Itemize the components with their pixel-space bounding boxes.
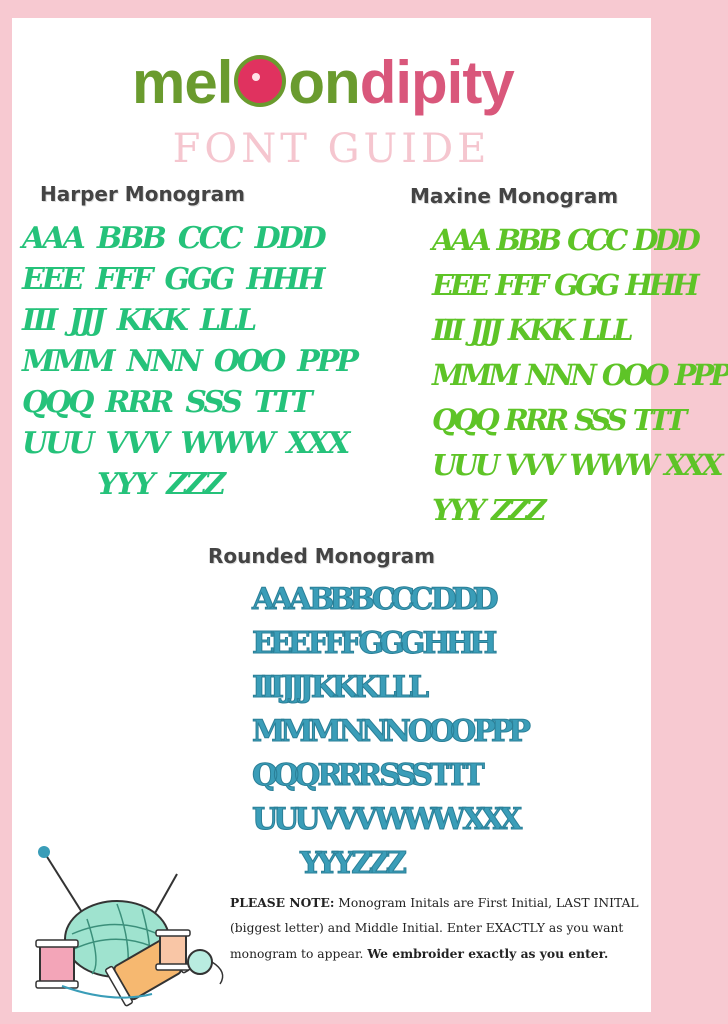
harper-sample [22,218,356,505]
maxine-letter-group: TTT [632,403,684,437]
rounded-letter-group: TTT [429,758,480,793]
harper-letter-group: FFF [95,262,151,297]
maxine-sample [432,218,728,533]
maxine-letter-group: NNN [525,358,593,392]
rounded-letter-group: QQQ [252,758,316,793]
harper-row [22,218,324,259]
rounded-letter-group: WWW [374,802,461,837]
maxine-letter-group: UUU [432,448,496,482]
maxine-letter-group: YYY [432,493,483,527]
rounded-letter-group: HHH [422,626,493,661]
rounded-letter-group: EEE [252,626,306,661]
harper-letter-group: UUU [22,426,92,461]
rounded-letter-group: XXX [462,802,518,837]
rounded-row [252,710,526,754]
rounded-letter-group: III [252,670,280,705]
rounded-row [252,754,480,798]
maxine-row [432,488,632,533]
maxine-row [432,443,720,488]
sewing-supplies-icon [32,844,232,1014]
rounded-letter-group: OOO [407,714,472,749]
harper-row [22,382,312,423]
rounded-row [252,622,493,666]
harper-row [22,464,312,505]
maxine-letter-group: BBB [496,223,559,257]
rounded-letter-group: YYY [300,846,350,881]
maxine-row [432,398,684,443]
rounded-letter-group: NNN [338,714,406,749]
harper-letter-group: HHH [246,262,323,297]
logo-text-mel: mel [132,49,233,116]
maxine-letter-group: JJJ [469,313,499,347]
rounded-letter-group: LLL [375,670,425,705]
harper-letter-group: RRR [105,385,172,420]
harper-row [22,300,312,341]
harper-heading: Harper Monogram [40,182,245,206]
harper-letter-group: III [22,303,56,338]
harper-letter-group: SSS [185,385,240,420]
page-title: FONT GUIDE [172,126,491,172]
maxine-letter-group: CCC [567,223,625,257]
rounded-row [252,842,452,886]
rounded-letter-group: FFF [307,626,357,661]
harper-letter-group: CCC [177,221,241,256]
harper-letter-group: YYY [97,467,153,502]
melondipity-logo [132,44,552,122]
rounded-letter-group: VVV [317,802,373,837]
maxine-letter-group: ZZZ [491,493,543,527]
rounded-letter-group: UUU [252,802,316,837]
maxine-letter-group: VVV [504,448,561,482]
rounded-letter-group: SSS [379,758,428,793]
harper-letter-group: QQQ [22,385,92,420]
harper-letter-group: XXX [286,426,348,461]
harper-letter-group: TTT [253,385,310,420]
watermelon-icon [234,55,286,107]
maxine-letter-group: OOO [601,358,666,392]
rounded-letter-group: KKK [310,670,374,705]
maxine-letter-group: KKK [507,313,572,347]
maxine-heading: Maxine Monogram [410,184,619,208]
harper-letter-group: WWW [180,426,273,461]
embroidery-note [230,890,650,967]
harper-letter-group: KKK [116,303,186,338]
maxine-letter-group: FFF [495,268,546,302]
rounded-letter-group: RRR [317,758,378,793]
rounded-letter-group: GGG [358,626,421,661]
harper-letter-group: VVV [105,426,167,461]
logo-text-dipity: dipity [359,49,514,116]
rounded-letter-group: PPP [473,714,526,749]
harper-letter-group: PPP [297,344,356,379]
logo-text-on: on [288,49,360,116]
maxine-letter-group: GGG [554,268,617,302]
harper-row [22,341,356,382]
note-emphasis: We embroider exactly as you enter. [367,946,609,961]
maxine-letter-group: EEE [432,268,487,302]
rounded-letter-group: JJJ [281,670,309,705]
harper-letter-group: JJJ [69,303,103,338]
harper-letter-group: GGG [164,262,233,297]
harper-letter-group: BBB [96,221,164,256]
harper-letter-group: OOO [213,344,284,379]
harper-letter-group: AAA [22,221,83,256]
maxine-row [432,353,728,398]
rounded-row [252,578,494,622]
rounded-letter-group: BBB [308,582,370,617]
rounded-sample [252,578,526,886]
harper-letter-group: MMM [22,344,113,379]
note-label: PLEASE NOTE: [230,895,335,910]
maxine-row [432,263,696,308]
maxine-letter-group: III [432,313,461,347]
rounded-heading: Rounded Monogram [208,544,435,568]
harper-letter-group: ZZZ [166,467,223,502]
rounded-letter-group: AAA [252,582,307,617]
maxine-letter-group: PPP [674,358,728,392]
rounded-row [252,798,518,842]
maxine-row [432,308,632,353]
harper-letter-group: NNN [126,344,200,379]
maxine-letter-group: QQQ [432,403,496,437]
rounded-letter-group: ZZZ [351,846,402,881]
harper-row [22,259,323,300]
harper-letter-group: EEE [22,262,82,297]
maxine-letter-group: XXX [664,448,720,482]
maxine-letter-group: AAA [432,223,488,257]
maxine-letter-group: HHH [625,268,696,302]
rounded-letter-group: CCC [371,582,429,617]
note-text: Monogram Initals are First Initial, LAST INITAL (biggest letter) and Middle Initial. Enter EXACTLY as you want monogram to appear. [230,896,639,961]
maxine-letter-group: MMM [432,358,517,392]
rounded-letter-group: MMM [252,714,337,749]
maxine-letter-group: DDD [633,223,697,257]
harper-letter-group: LLL [199,303,255,338]
rounded-letter-group: DDD [430,582,494,617]
maxine-letter-group: RRR [504,403,566,437]
rounded-row [252,666,452,710]
harper-letter-group: DDD [254,221,324,256]
harper-row [22,423,348,464]
maxine-row [432,218,697,263]
font-guide-page [12,18,728,1012]
maxine-letter-group: SSS [574,403,624,437]
maxine-letter-group: LLL [580,313,630,347]
maxine-letter-group: WWW [569,448,656,482]
